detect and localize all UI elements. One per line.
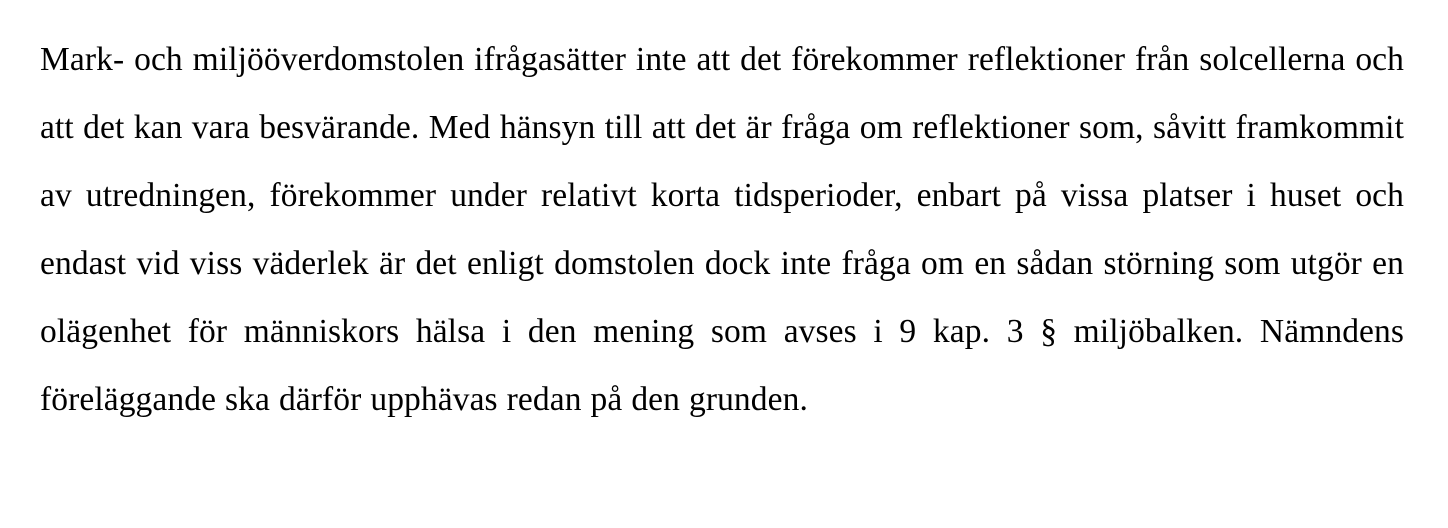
paragraph-text: Mark- och miljööverdomstolen ifrågasätter inte att det förekommer reflektioner från solcellerna och att det kan vara besvärande. Med hänsyn till att det är fråga om reflektioner som, såvitt framkommit av utredningen, förekommer under relativt korta tidsperioder, enbart på vissa platser i huset och endast vid viss väderlek är det enligt domstolen dock inte fråga om en sådan störning som utgör en olägenhet för människors hälsa i den mening som avses i 9 kap. 3 § miljöbalken. Nämndens föreläggande ska därför upphävas redan på den grunden.: [40, 41, 1404, 418]
